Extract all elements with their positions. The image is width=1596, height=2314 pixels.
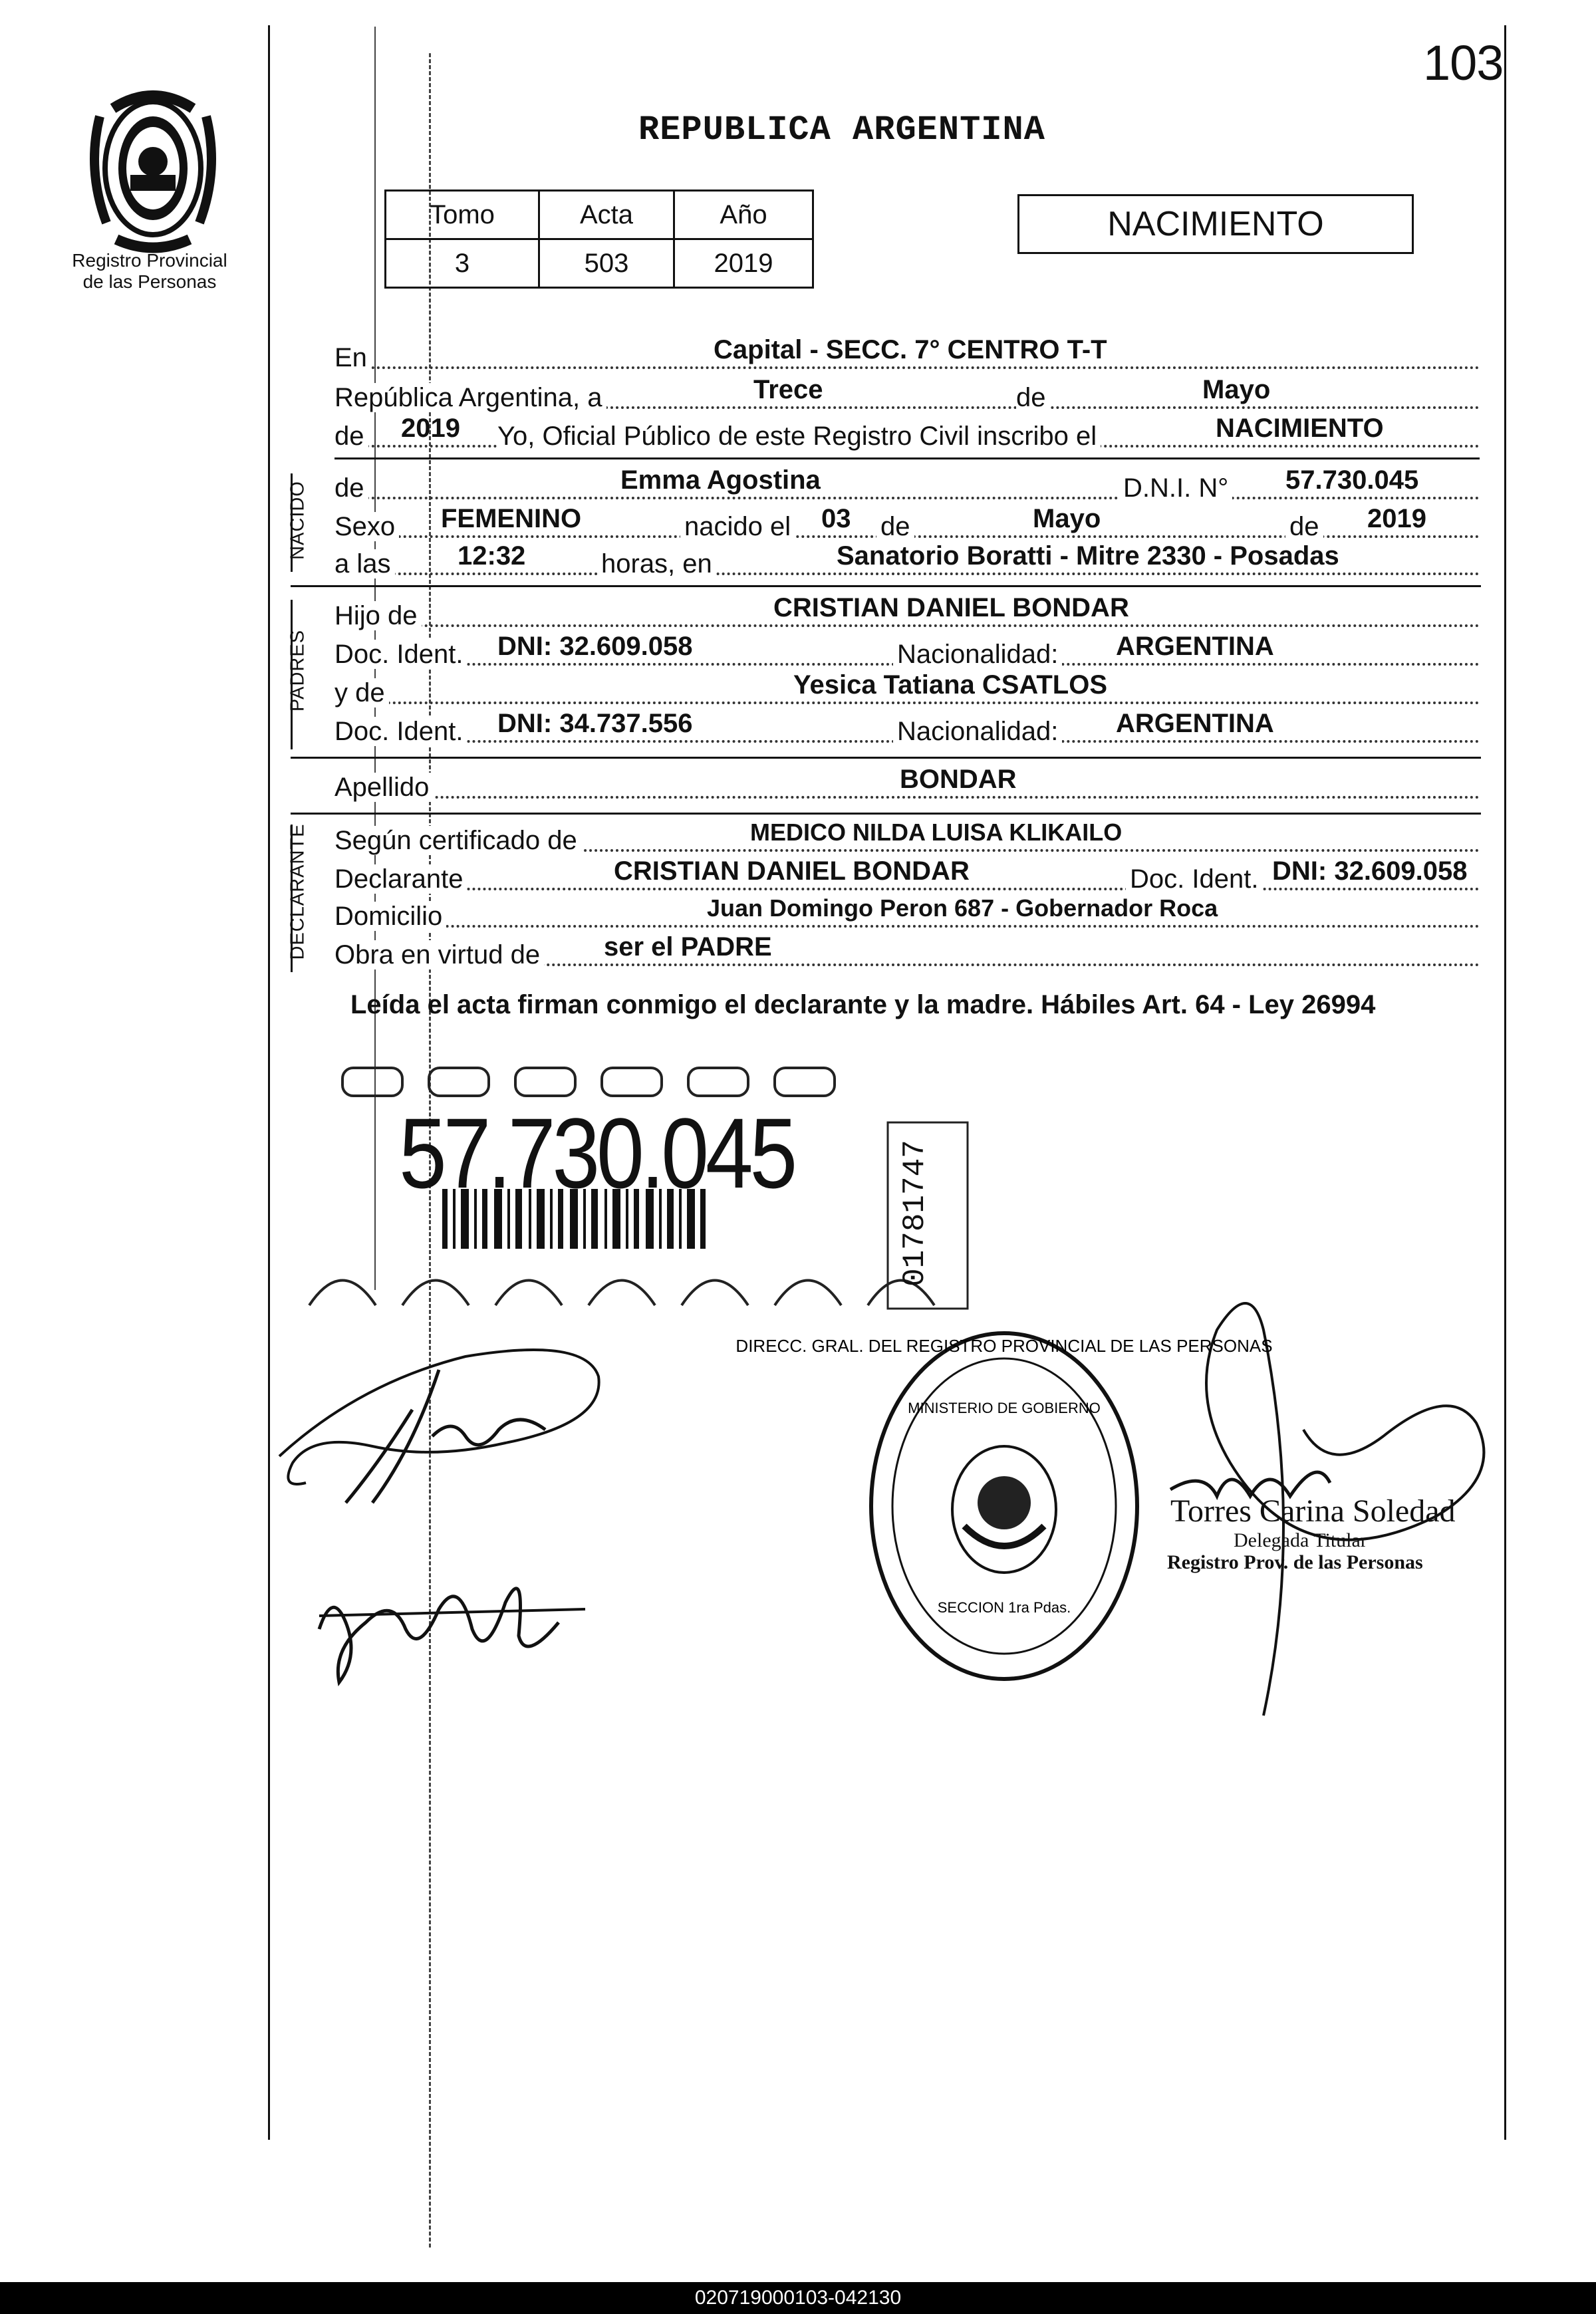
label-sexo: Sexo [334, 512, 399, 541]
stamp-outer-text: DIRECC. GRAL. DEL REGISTRO PROVINCIAL DE LAS PERSONAS [735, 1336, 1273, 1356]
signatory-role: Delegada Titular [1234, 1529, 1367, 1551]
label-doc-ident: Doc. Ident. [334, 640, 467, 669]
label-y-de: y de [334, 678, 389, 707]
stamp-bottom-text: SECCION 1ra Pdas. [937, 1599, 1071, 1616]
mother-signature [306, 1549, 612, 1696]
value-child-name: Emma Agostina [620, 465, 821, 495]
value-domicilio: Juan Domingo Peron 687 - Gobernador Roca [707, 894, 1218, 922]
sticker-serial [898, 1140, 932, 1287]
value-sexo: FEMENINO [441, 504, 582, 533]
value-father-doc: DNI: 32.609.058 [497, 632, 693, 661]
label-doc-ident: Doc. Ident. [334, 717, 467, 746]
table-value-ano: 2019 [674, 239, 813, 288]
row-nacido-hora [334, 541, 1480, 578]
sticker-d-pattern-bottom [309, 1281, 934, 1306]
value-en: Capital - SECC. 7° CENTRO T-T [714, 335, 1107, 364]
row-mother-doc [334, 709, 1480, 746]
label-de-birth-year: de [1285, 512, 1323, 541]
value-child-dni: 57.730.045 [1285, 465, 1419, 495]
row-declarante [334, 856, 1480, 894]
footer-document-code: 020719000103-042130 [694, 2287, 902, 2309]
closing-statement: Leída el acta firman conmigo el declarante y la madre. Hábiles Art. 64 - Ley 26994 [350, 990, 1376, 1019]
value-year: 2019 [401, 414, 460, 443]
row-father-doc [334, 632, 1480, 669]
page-number: 103 [1423, 35, 1504, 90]
right-margin-line [1504, 25, 1506, 2140]
value-birth-day: 03 [821, 504, 851, 533]
table-header-acta: Acta [539, 191, 674, 239]
table-header-ano: Año [674, 191, 813, 239]
logo-caption-line1: Registro Provincial [72, 250, 227, 271]
dotted-line [334, 497, 1480, 499]
label-apellido: Apellido [334, 773, 433, 802]
row-year [334, 414, 1480, 451]
value-day: Trece [753, 375, 823, 404]
dotted-line [334, 573, 1480, 575]
label-nacionalidad: Nacionalidad: [893, 717, 1062, 746]
act-type-box: NACIMIENTO [1017, 194, 1414, 254]
left-margin-line [268, 25, 270, 2140]
sticker-serial-text: 01781747 [898, 1140, 932, 1287]
row-nacido-name [334, 465, 1480, 503]
label-domicilio: Domicilio [334, 902, 446, 931]
value-birth-year: 2019 [1367, 504, 1426, 533]
value-month: Mayo [1202, 375, 1271, 404]
signatory-office: Registro Prov. de las Personas [1167, 1551, 1423, 1573]
row-hijo-de [334, 593, 1480, 630]
label-obra-en-virtud: Obra en virtud de [334, 940, 544, 969]
row-nacido-sexo [334, 504, 1480, 541]
row-en [334, 335, 1480, 372]
row-certificado [334, 819, 1480, 855]
label-segun-certificado: Según certificado de [334, 826, 581, 855]
sticker-r-pattern-top [342, 1068, 835, 1096]
row-apellido [334, 765, 1480, 802]
value-declarante: CRISTIAN DANIEL BONDAR [614, 856, 970, 886]
table-value-acta: 503 [539, 239, 674, 288]
value-mother-nationality: ARGENTINA [1116, 709, 1274, 738]
label-nacido-el: nacido el [680, 512, 795, 541]
signatory-name: Torres Carina Soledad [1170, 1493, 1456, 1529]
logo-caption [47, 250, 253, 293]
label-horas-en: horas, en [597, 549, 716, 578]
separator-line [291, 757, 1481, 759]
table-value-tomo: 3 [386, 239, 539, 288]
label-nacionalidad: Nacionalidad: [893, 640, 1062, 669]
stamp-inner-text: MINISTERIO DE GOBIERNO [908, 1400, 1101, 1416]
official-stamp [735, 1327, 1273, 1686]
section-label-padres: PADRES [287, 629, 309, 712]
label-republica: República Argentina, a [334, 383, 606, 412]
section-label-declarante: DECLARANTE [287, 823, 309, 960]
row-domicilio [334, 894, 1480, 931]
separator-line [291, 813, 1481, 815]
misiones-seal-logo [80, 90, 226, 256]
sticker-dni-number: 57.730.045 [399, 1097, 795, 1209]
logo-caption-line2: de las Personas [82, 271, 217, 292]
label-nacido-de: de [334, 473, 368, 503]
value-declarante-doc: DNI: 32.609.058 [1272, 856, 1468, 886]
label-inscribo: Yo, Oficial Público de este Registro Civil inscribo el [497, 422, 1101, 451]
value-birth-time: 12:32 [458, 541, 526, 571]
value-act: NACIMIENTO [1216, 414, 1384, 443]
dotted-line [334, 888, 1480, 890]
record-number-table [384, 190, 814, 289]
dotted-line [334, 624, 1480, 627]
value-obra: ser el PADRE [604, 932, 772, 962]
value-apellido: BONDAR [900, 765, 1017, 794]
value-certificado: MEDICO NILDA LUISA KLIKAILO [750, 819, 1123, 846]
label-doc-ident-declarante: Doc. Ident. [1126, 864, 1262, 894]
label-year-de: de [334, 422, 368, 451]
value-mother-name: Yesica Tatiana CSATLOS [793, 670, 1108, 700]
label-en: En [334, 343, 371, 372]
dotted-line [334, 796, 1480, 799]
dotted-line [334, 702, 1480, 704]
record-table-header-row [386, 191, 813, 239]
label-declarante: Declarante [334, 864, 467, 894]
row-obra [334, 932, 1480, 969]
label-de-birth-month: de [876, 512, 914, 541]
label-a-las: a las [334, 549, 395, 578]
label-de-month: de [1016, 383, 1050, 412]
row-y-de [334, 670, 1480, 707]
table-header-tomo: Tomo [386, 191, 539, 239]
value-mother-doc: DNI: 34.737.556 [497, 709, 693, 738]
row-republica [334, 375, 1480, 412]
separator-line [334, 457, 1480, 459]
dotted-line [334, 925, 1480, 928]
value-father-name: CRISTIAN DANIEL BONDAR [773, 593, 1129, 622]
value-father-nationality: ARGENTINA [1116, 632, 1274, 661]
value-birth-place: Sanatorio Boratti - Mitre 2330 - Posadas [837, 541, 1339, 571]
section-label-nacido: NACIDO [287, 481, 309, 560]
label-dni: D.N.I. N° [1119, 473, 1232, 503]
document-title: REPUBLICA ARGENTINA [638, 110, 1045, 150]
declarant-signature [266, 1330, 612, 1569]
record-table-value-row [386, 239, 813, 288]
label-hijo-de: Hijo de [334, 601, 422, 630]
value-birth-month: Mayo [1033, 504, 1101, 533]
separator-line [291, 585, 1481, 587]
dotted-line [334, 366, 1480, 369]
